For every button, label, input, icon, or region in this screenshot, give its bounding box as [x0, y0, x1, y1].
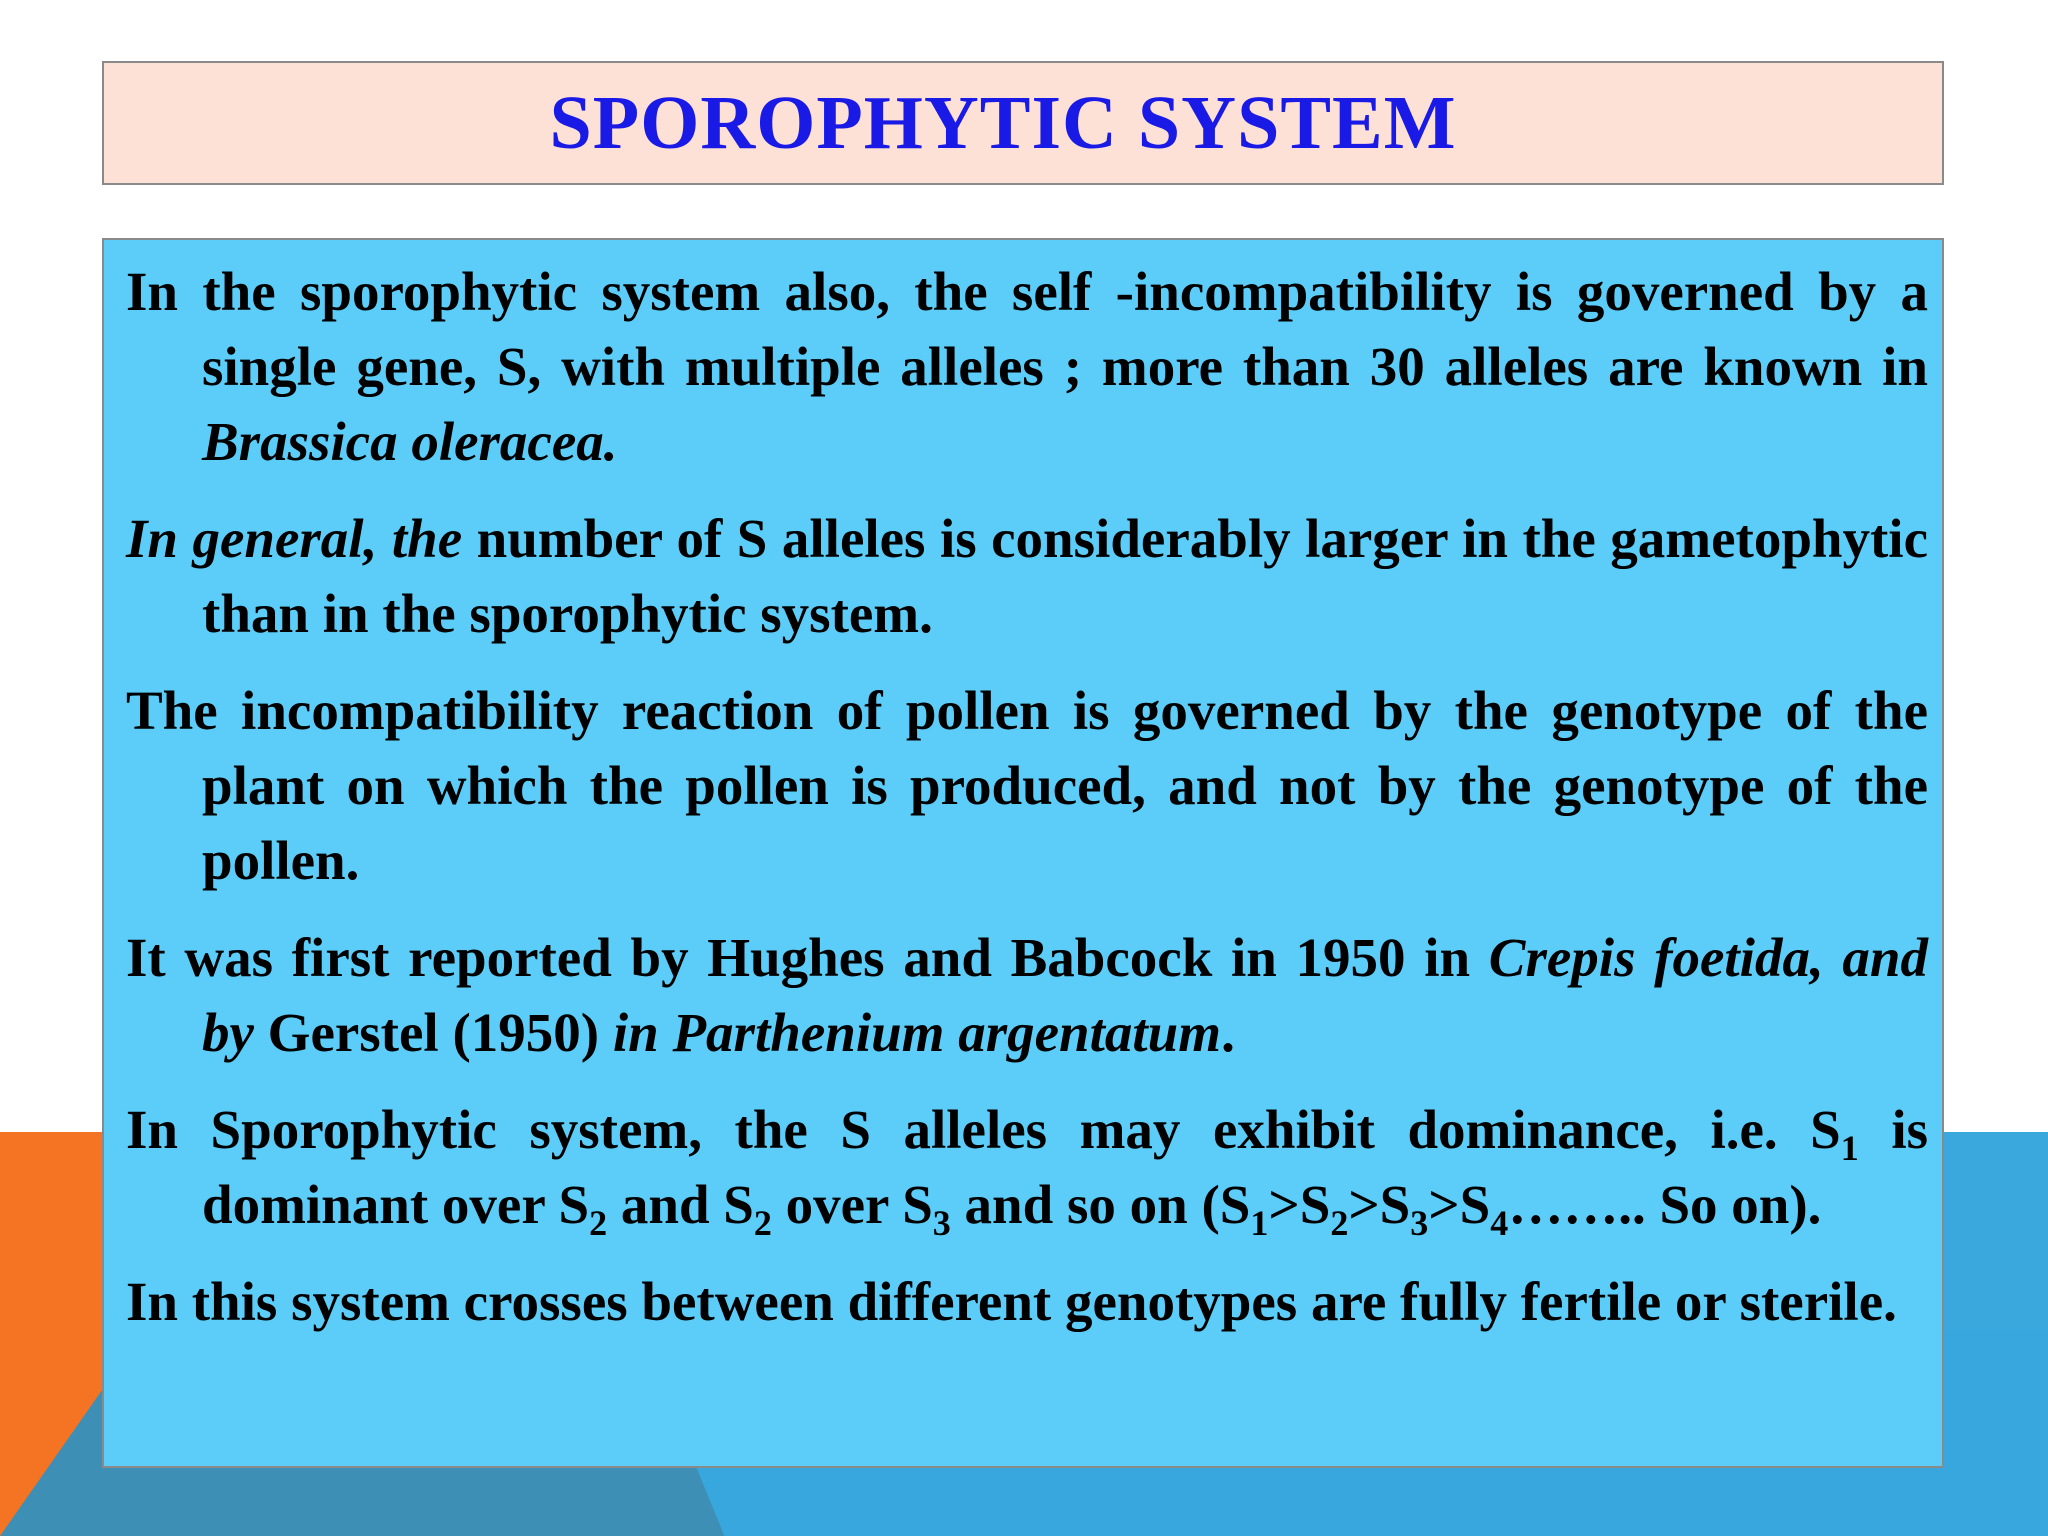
paragraph-5-text-a: In Sporophytic system, the S alleles may exhibit dominance, i.e. S [126, 1099, 1841, 1160]
paragraph-3-text: The incompatibility reaction of pollen is governed by the genotype of the plant on which the pollen is produced, and not by the genotype of the pollen. [126, 680, 1928, 891]
subscript: 2 [753, 1203, 772, 1243]
paragraph-1-text: In the sporophytic system also, the self -incompatibility is governed by a single gene, S, with multiple alleles ; more than 30 alleles are known in [126, 261, 1928, 397]
paragraph-2 [126, 501, 1928, 651]
subscript: 1 [1840, 1128, 1859, 1168]
paragraph-4-text-a: It was first reported by Hughes and Babcock in 1950 in [126, 927, 1489, 988]
paragraph-6 [126, 1264, 1928, 1339]
paragraph-5-text-g: >S [1348, 1174, 1411, 1235]
paragraph-2-intro: In general, the [126, 508, 463, 569]
paragraph-5-text-h: >S [1428, 1174, 1491, 1235]
subscript: 3 [932, 1203, 951, 1243]
subscript: 3 [1410, 1203, 1429, 1243]
paragraph-5-text-b: is dominant over S [202, 1099, 1929, 1235]
paragraph-6-text: In this system crosses between different genotypes are fully fertile or sterile. [126, 1271, 1897, 1332]
paragraph-5-text-d: over S [771, 1174, 933, 1235]
paragraph-5-text-e: and so on (S [950, 1174, 1251, 1235]
paragraph-4-text-c: Gerstel (1950) [253, 1002, 613, 1063]
paragraph-2-text: number of S alleles is considerably larger in the gametophytic than in the sporophytic system. [202, 508, 1928, 644]
subscript: 2 [1330, 1203, 1349, 1243]
paragraph-5-text-f: >S [1268, 1174, 1331, 1235]
content-box [102, 238, 1944, 1468]
subscript: 2 [589, 1203, 608, 1243]
paragraph-3 [126, 673, 1928, 898]
paragraph-1 [126, 254, 1928, 479]
paragraph-4 [126, 920, 1928, 1070]
slide-title: SPOROPHYTIC SYSTEM [549, 80, 1457, 165]
title-box [102, 61, 1944, 185]
paragraph-1-species: Brassica oleracea. [202, 411, 618, 472]
paragraph-4-species-a: Crepis foetida, and by [202, 927, 1928, 1063]
paragraph-5-text-i: …….. So on). [1508, 1174, 1822, 1235]
paragraph-4-species-b: in Parthenium argentatum [612, 1002, 1222, 1063]
paragraph-5-text-c: and S [607, 1174, 754, 1235]
subscript: 1 [1250, 1203, 1269, 1243]
paragraph-5 [126, 1092, 1928, 1242]
paragraph-4-text-e: . [1221, 1002, 1235, 1063]
subscript: 4 [1490, 1203, 1509, 1243]
content-body [126, 254, 1928, 1339]
